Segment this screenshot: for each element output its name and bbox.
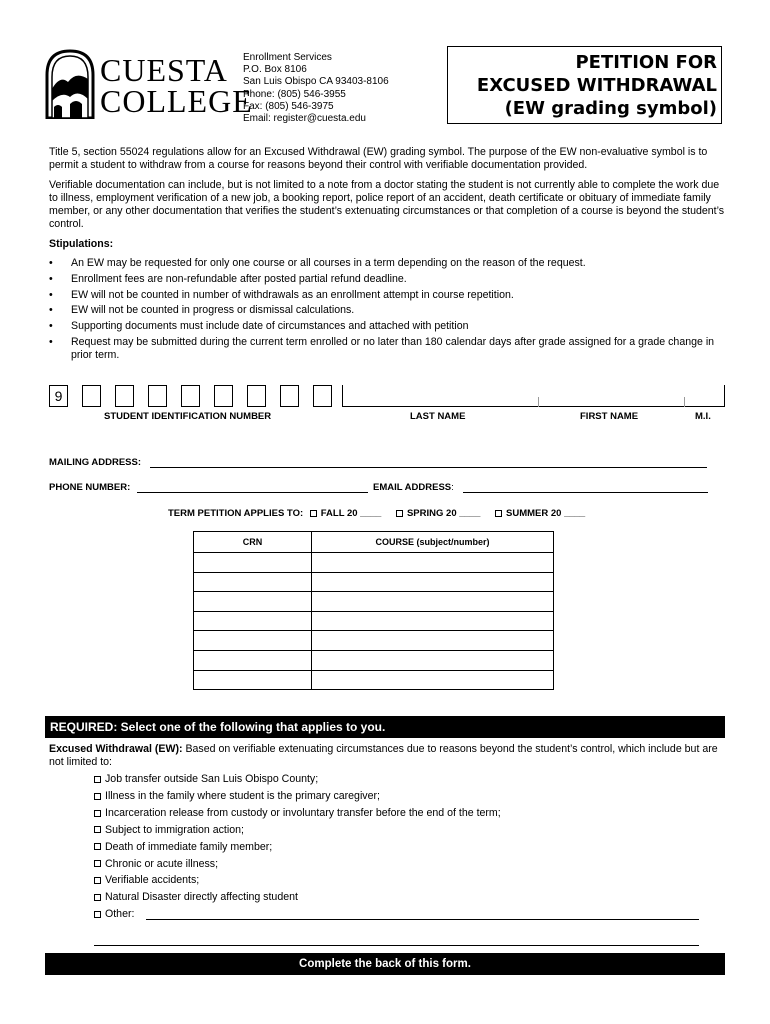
course-cell[interactable] [312, 650, 554, 670]
student-id-digit-box[interactable] [115, 385, 134, 407]
college-name-line1: CUESTA [100, 52, 228, 88]
student-name-field[interactable] [342, 385, 725, 407]
contact-block [243, 52, 389, 125]
mailing-address-label: MAILING ADDRESS: [49, 457, 142, 468]
ew-option[interactable]: Incarceration release from custody or involuntary transfer before the end of the term; [94, 805, 501, 822]
stipulations-list [49, 257, 725, 365]
intro-paragraph-1: Title 5, section 55024 regulations allow for an Excused Withdrawal (EW) grading symbol. The purpose of the EW non-evaluative symbol is to permit a student to withdraw from a course for reasons beyond their control with verifiable documentation provided. [49, 146, 708, 171]
course-cell[interactable] [312, 670, 554, 690]
stipulations-heading: Stipulations: [49, 238, 114, 250]
cuesta-college-logo [44, 49, 253, 121]
course-cell[interactable] [312, 592, 554, 612]
crn-header: CRN [194, 532, 312, 553]
form-title-line2: EXCUSED WITHDRAWAL [476, 75, 717, 96]
checkbox-icon[interactable] [396, 510, 403, 517]
checkbox-icon[interactable] [94, 843, 101, 850]
middle-initial-label: M.I. [695, 411, 711, 422]
crn-cell[interactable] [194, 572, 312, 592]
ew-description [49, 743, 725, 769]
table-row [194, 572, 554, 592]
contact-phone: Phone: (805) 546-3955 [243, 88, 346, 100]
footer-banner: Complete the back of this form. [45, 953, 725, 975]
stipulation-item: • Supporting documents must include date of circumstances and attached with petition [49, 320, 725, 333]
stipulation-item: • Request may be submitted during the current term enrolled or no later than 180 calendar days after grade assigned for a grade change in prior term. [49, 336, 725, 362]
contact-fax: Fax: (805) 546-3975 [243, 100, 334, 112]
mailing-address-input[interactable] [150, 467, 707, 468]
checkbox-icon[interactable] [94, 877, 101, 884]
table-row [194, 553, 554, 573]
student-id-digit-box[interactable] [247, 385, 266, 407]
stipulation-item: • EW will not be counted in progress or dismissal calculations. [49, 304, 725, 317]
form-title-line1: PETITION FOR [575, 52, 717, 73]
crn-cell[interactable] [194, 650, 312, 670]
checkbox-icon[interactable] [94, 793, 101, 800]
form-title-box [447, 46, 722, 124]
ew-option[interactable]: Job transfer outside San Luis Obispo County; [94, 771, 501, 788]
checkbox-icon[interactable] [94, 860, 101, 867]
phone-number-input[interactable] [137, 492, 368, 493]
college-name-line2: COLLEGE [100, 83, 253, 119]
stipulation-item: • Enrollment fees are non-refundable after posted partial refund deadline. [49, 273, 725, 286]
cuesta-arch-logo-icon [44, 49, 96, 119]
crn-cell[interactable] [194, 670, 312, 690]
student-id-label: STUDENT IDENTIFICATION NUMBER [104, 411, 272, 422]
student-id-digit-fixed: 9 [49, 385, 68, 407]
term-summer-option[interactable]: SUMMER 20 ____ [495, 508, 585, 519]
term-label: TERM PETITION APPLIES TO: [168, 508, 304, 519]
student-id-digit-box[interactable] [280, 385, 299, 407]
last-name-label: LAST NAME [410, 411, 466, 422]
name-divider [684, 397, 685, 407]
first-name-label: FIRST NAME [580, 411, 639, 422]
crn-cell[interactable] [194, 553, 312, 573]
crn-cell[interactable] [194, 611, 312, 631]
course-cell[interactable] [312, 572, 554, 592]
checkbox-icon[interactable] [94, 911, 101, 918]
student-id-digit-box[interactable] [82, 385, 101, 407]
email-address-input[interactable] [463, 492, 708, 493]
intro-paragraph-2: Verifiable documentation can include, but is not limited to a note from a doctor stating the student is not currently able to complete the work due to illness, employment verification of a new job, a booking report, police report of an accident, death certificate or obituary of immediate family member, or any other documentation that verifies the student’s extenuating circumstances or that completion of a course is beyond the student’s control. [49, 179, 725, 230]
contact-box: P.O. Box 8106 [243, 64, 307, 76]
student-id-digit-box[interactable] [181, 385, 200, 407]
ew-option[interactable]: Natural Disaster directly affecting student [94, 889, 501, 906]
stipulation-item: • An EW may be requested for only one course or all courses in a term depending on the reason of the request. [49, 257, 725, 270]
student-id-digit-box[interactable] [214, 385, 233, 407]
ew-option-other[interactable]: Other: [94, 906, 501, 923]
table-row [194, 631, 554, 651]
table-row [194, 592, 554, 612]
table-row [194, 650, 554, 670]
ew-text: Based on verifiable extenuating circumstances due to reasons beyond the student’s control, which include but are not limited to: [49, 743, 718, 768]
checkbox-icon[interactable] [94, 776, 101, 783]
checkbox-icon[interactable] [94, 826, 101, 833]
ew-option[interactable]: Illness in the family where student is the primary caregiver; [94, 788, 501, 805]
table-row [194, 670, 554, 690]
ew-option[interactable]: Verifiable accidents; [94, 872, 501, 889]
contact-dept: Enrollment Services [243, 52, 332, 63]
ew-option[interactable]: Subject to immigration action; [94, 822, 501, 839]
ew-option[interactable]: Death of immediate family member; [94, 839, 501, 856]
checkbox-icon[interactable] [94, 894, 101, 901]
ew-options-list [94, 771, 501, 923]
other-reason-input[interactable] [146, 919, 699, 920]
course-cell[interactable] [312, 631, 554, 651]
crn-cell[interactable] [194, 631, 312, 651]
contact-email: Email: register@cuesta.edu [243, 113, 366, 125]
checkbox-icon[interactable] [495, 510, 502, 517]
name-divider [538, 397, 539, 407]
course-cell[interactable] [312, 553, 554, 573]
ew-label: Excused Withdrawal (EW): [49, 743, 183, 755]
term-fall-option[interactable]: FALL 20 ____ [310, 508, 382, 519]
student-id-digit-box[interactable] [148, 385, 167, 407]
form-title-line3: (EW grading symbol) [504, 98, 717, 119]
stipulation-item: • EW will not be counted in number of withdrawals as an enrollment attempt in course repetition. [49, 289, 725, 302]
other-reason-input-line2[interactable] [94, 945, 699, 946]
crn-cell[interactable] [194, 592, 312, 612]
term-spring-option[interactable]: SPRING 20 ____ [396, 508, 480, 519]
course-header: COURSE (subject/number) [312, 532, 554, 553]
phone-number-label: PHONE NUMBER: [49, 482, 131, 493]
checkbox-icon[interactable] [94, 810, 101, 817]
course-cell[interactable] [312, 611, 554, 631]
term-row [168, 508, 585, 519]
email-address-label: EMAIL ADDRESS: [373, 482, 454, 493]
ew-option[interactable]: Chronic or acute illness; [94, 856, 501, 873]
table-row [194, 611, 554, 631]
required-banner: REQUIRED: Select one of the following that applies to you. [45, 716, 725, 738]
student-id-digit-box[interactable] [313, 385, 332, 407]
course-table [193, 531, 554, 690]
contact-city: San Luis Obispo CA 93403-8106 [243, 76, 389, 88]
checkbox-icon[interactable] [310, 510, 317, 517]
